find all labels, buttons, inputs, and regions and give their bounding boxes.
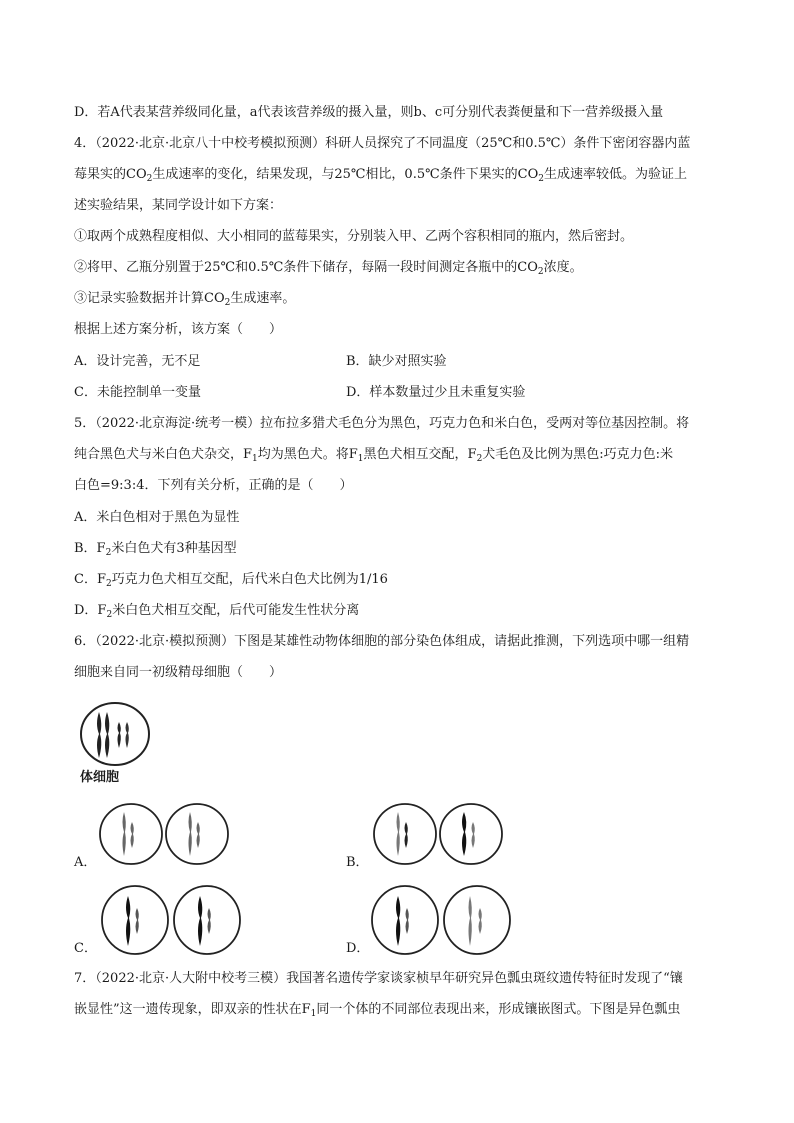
chromosome-pair-short [118,722,129,748]
q7-stem-line-2: 嵌显性”这一遗传现象，即双亲的性状在$F_1$同一个体的不同部位表现出来，形成镶嵌图式。下图是异色瓢虫 [74,1002,681,1019]
q4-stem-line-2: 莓果实的$CO_2$生成速率的变化，结果发现，与25℃相比，0.5℃条件下果实的$CO_2$生成速率较低。为验证上 [74,167,687,184]
q4-stem-line-1: 4．（2022·北京·北京八十中校考模拟预测）科研人员探究了不同温度（25℃和0.5℃）条件下密闭容器内蓝 [74,136,691,151]
q6-option-c-cells[interactable] [100,884,248,956]
q5-option-b[interactable]: B．$F_2$米白色犬有3种基因型 [74,541,237,558]
q4-question: 根据上述方案分析，该方案（ ） [74,322,283,337]
q6-option-b-cells[interactable] [372,802,512,866]
q7-stem-line-1: 7．（2022·北京·人大附中校考三模）我国著名遗传学家谈家桢早年研究异色瓢虫斑纹遗传特征时发现了“镶 [74,971,683,986]
q4-option-b[interactable]: B．缺少对照实验 [346,354,447,369]
q6-option-d[interactable]: D． [346,941,370,956]
q6-option-b[interactable]: B． [346,855,369,870]
somatic-cell-caption: 体细胞 [80,770,120,785]
q6-stem-line-2: 细胞来自同一初级精母细胞（ ） [74,665,283,680]
q4-stem-line-3: 述实验结果，某同学设计如下方案： [74,198,283,213]
q4-step-1: ①取两个成熟程度相似、大小相同的蓝莓果实，分别装入甲、乙两个容积相同的瓶内，然后密封。 [74,229,634,244]
q4-step-3: ③记录实验数据并计算$CO_2$生成速率。 [74,291,296,308]
q6-option-d-cells[interactable] [370,884,518,956]
q5-option-a[interactable]: A．米白色相对于黑色为显性 [74,510,240,525]
q5-stem-line-1: 5．（2022·北京海淀·统考一模）拉布拉多猎犬毛色分为黑色，巧克力色和米白色，受两对等位基因控制。将 [74,416,690,431]
q6-option-a[interactable]: A． [74,855,97,870]
q4-option-d[interactable]: D．样本数量过少且未重复实验 [346,385,526,400]
q5-stem-line-3: 白色=9:3:4．下列有关分析，正确的是（ ） [74,478,353,493]
q3-option-d[interactable]: D．若A代表某营养级同化量，a代表该营养级的摄入量，则b、c可分别代表粪便量和下一营养级摄入量 [74,105,664,120]
q6-option-c[interactable]: C． [74,941,97,956]
q4-option-c[interactable]: C．未能控制单一变量 [74,385,201,400]
q4-option-a[interactable]: A．设计完善，无不足 [74,354,201,369]
q5-option-c[interactable]: C．$F_2$巧克力色犬相互交配，后代米白色犬比例为1/16 [74,572,388,589]
q6-option-a-cells[interactable] [98,802,238,866]
q5-option-d[interactable]: D．$F_2$米白色犬相互交配，后代可能发生性状分离 [74,603,360,620]
q4-step-2: ②将甲、乙瓶分别置于25℃和0.5℃条件下储存，每隔一段时间测定各瓶中的$CO_2$浓度。 [74,260,583,277]
somatic-cell-figure [78,700,152,768]
q5-stem-line-2: 纯合黑色犬与米白色犬杂交，$F_1$均为黑色犬。将$F_1$黑色犬相互交配，$F_2$犬毛色及比例为黑色:巧克力色:米 [74,447,674,464]
q6-stem-line-1: 6．（2022·北京·模拟预测）下图是某雄性动物体细胞的部分染色体组成，请据此推测，下列选项中哪一组精 [74,634,690,649]
chromosome-pair-long [97,712,109,758]
